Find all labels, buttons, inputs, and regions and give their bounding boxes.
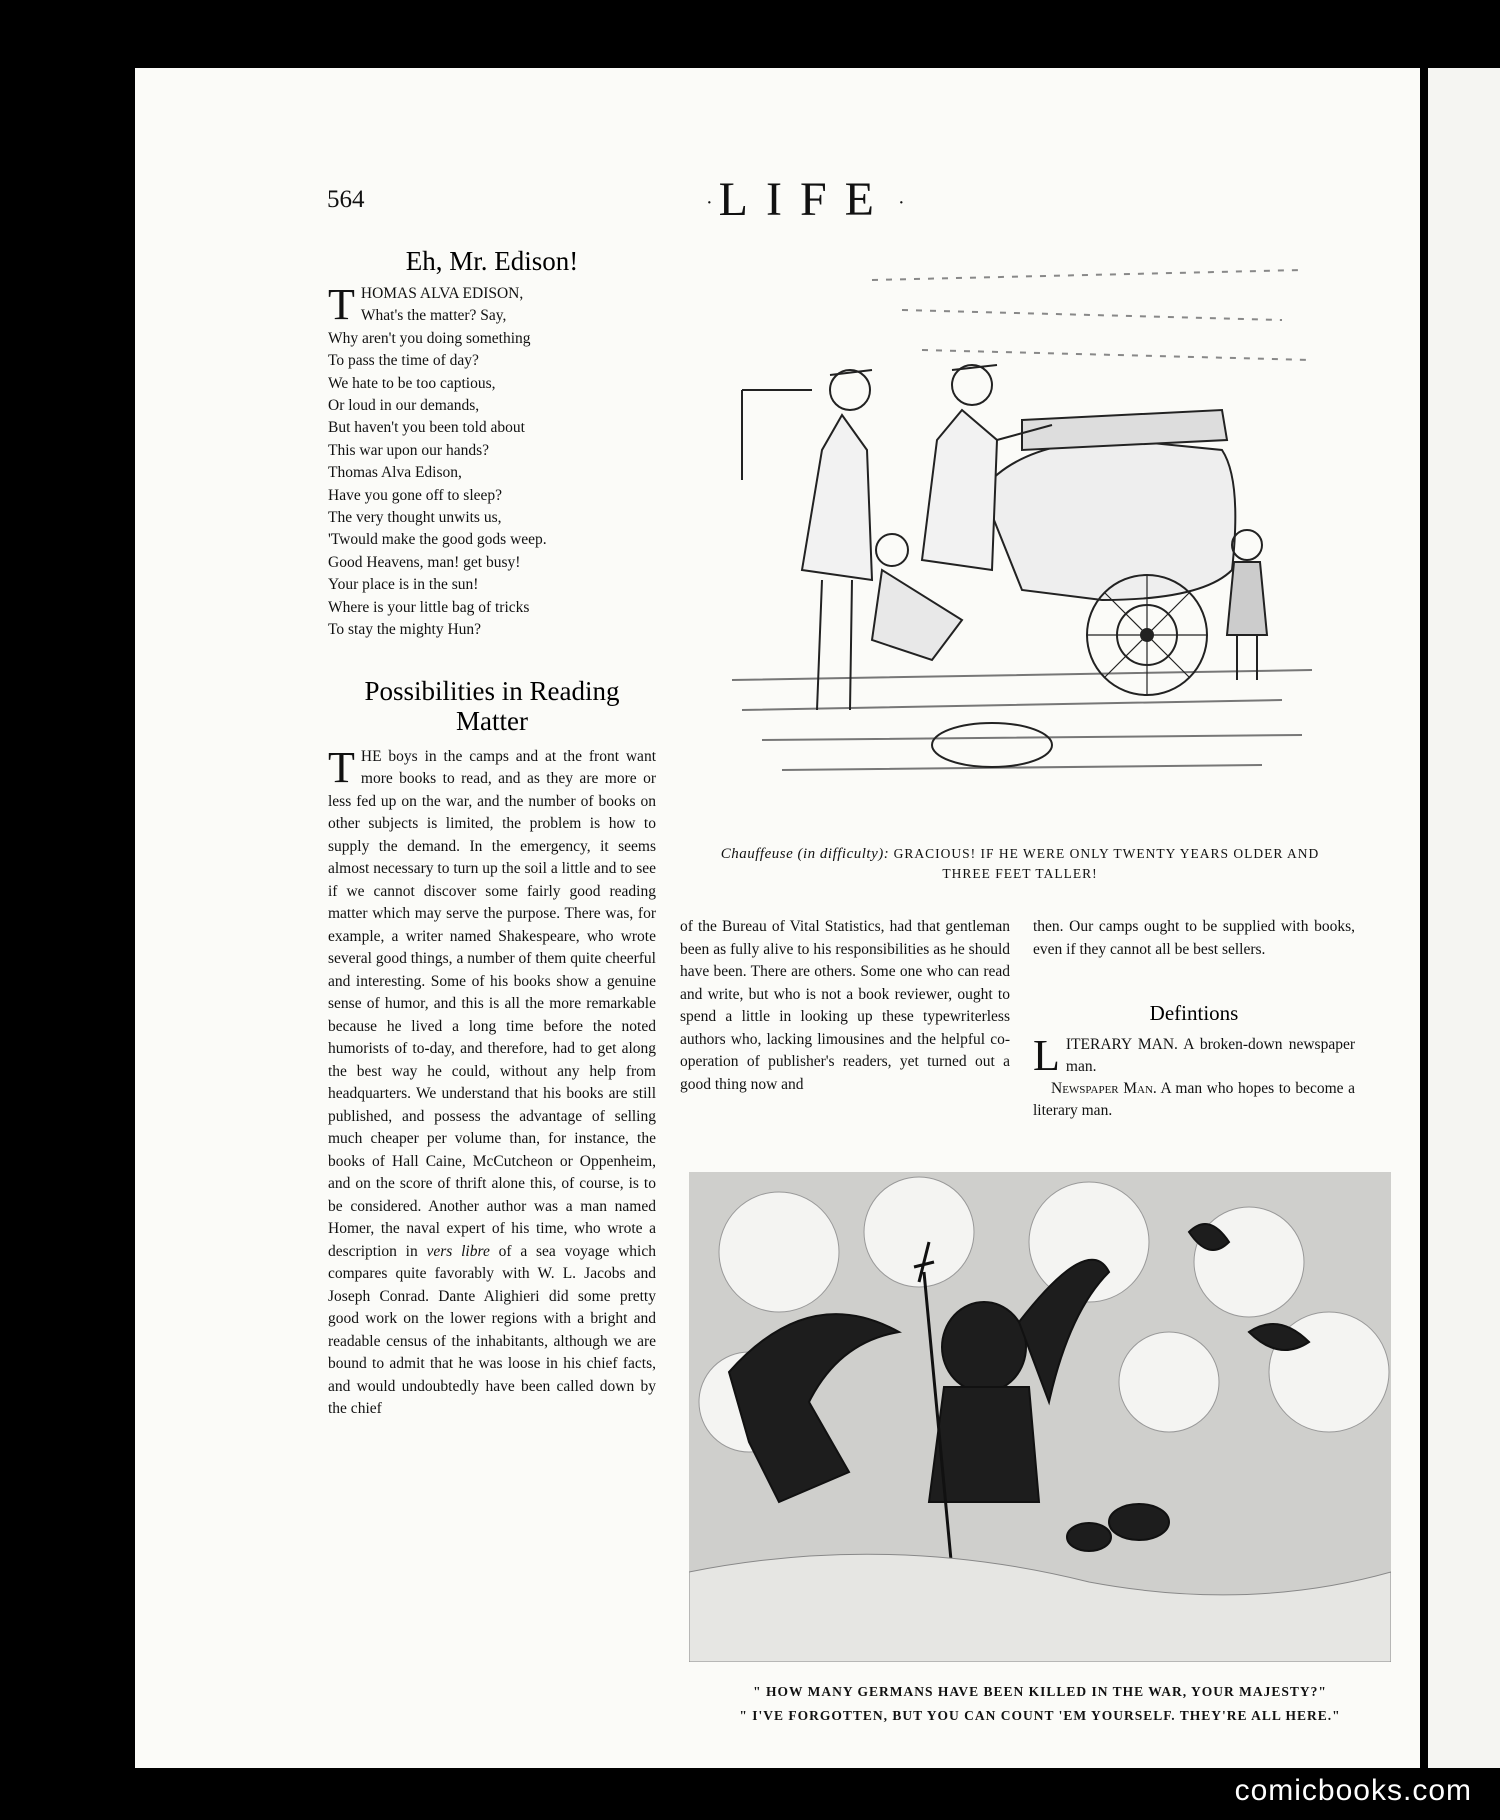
article-column-1 xyxy=(328,742,656,1421)
poem-line: Have you gone off to sleep? xyxy=(328,486,503,504)
definitions-title: Defintions xyxy=(1149,1001,1239,1025)
poem-line: What's the matter? Say, xyxy=(360,307,507,325)
poem-line: Your place is in the sun! xyxy=(328,576,479,594)
poem-line: This war upon our hands? xyxy=(328,441,489,459)
masthead-title: LIFE xyxy=(718,173,892,226)
chauffeuse-illustration xyxy=(722,240,1322,820)
article-italic-term: vers libre xyxy=(426,1242,490,1260)
left-column xyxy=(328,246,656,1421)
illustration2-caption xyxy=(689,1680,1391,1728)
definitions-dropcap: L xyxy=(1033,1031,1060,1080)
middle-column xyxy=(680,916,1010,1096)
poem-line: Good Heavens, man! get busy! xyxy=(328,553,521,571)
caption-line-1: " HOW MANY GERMANS HAVE BEEN KILLED IN THE WAR, YOUR MAJESTY?" xyxy=(753,1684,1327,1699)
illustration1-caption xyxy=(700,844,1340,884)
poem-dropcap: T xyxy=(328,280,355,329)
article-dropcap: T xyxy=(328,742,355,792)
definition-2-text: A man who hopes to become a literary man. xyxy=(1033,1080,1355,1119)
article-column-2: of the Bureau of Vital Statistics, had that gentleman been as fully alive to his responsibilities as he should have been. There are others. Some one who can read and write, but who is not a book reviewer, ought to spend a little in looking up these typewriterless authors who, lacking limousines and the helpful co-operation of publisher's readers, yet turned out a good thing now and xyxy=(680,918,1010,1093)
poem-line: To pass the time of day? xyxy=(328,352,479,370)
definition-1-text: ITERARY MAN. A broken-down newspaper man. xyxy=(1065,1036,1355,1075)
poem-line: But haven't you been told about xyxy=(328,419,525,437)
article-title: Possibilities in Reading Matter xyxy=(364,675,620,736)
watermark: comicbooks.com xyxy=(1234,1774,1472,1807)
poem-line: We hate to be too captious, xyxy=(328,374,496,392)
poem-line: To stay the mighty Hun? xyxy=(328,621,482,639)
right-column xyxy=(1033,916,1355,1122)
article-text: HE boys in the camps and at the front want more books to read, and as they are more or less fed up on the war, and the number of books on other subjects is limited, the problem is how to supply the demand. In the emergency, it seems almost necessary to turn up the soil a little and to see if we cannot discover some fairly good reading matter which may serve the purpose. There was, for example, a writer named Shakespeare, who wrote several good things, a number of them quite cheerful and interesting. Some of his books show a genuine sense of humor, and this is all the more remarkable because he lived a long time before the noted humorists of to-day, and therefore, had to get along the best way he could, without any help from headquarters. We understand that his books are still published, and possess the advantage of selling much cheaper per volume than, for instance, the books of Hall Caine, McCutcheon or Oppenheim, and on the score of thrift alone this, of course, is to be considered. Another author was a man named Homer, the naval expert of his time, who wrote a description in xyxy=(328,747,656,1260)
masthead: · LIFE · xyxy=(706,173,905,226)
caption-line-2: " I'VE FORGOTTEN, BUT YOU CAN COUNT 'EM YOURSELF. THEY'RE ALL HERE." xyxy=(739,1708,1341,1723)
poem-line: Thomas Alva Edison, xyxy=(328,464,462,482)
definition-2-term: Newspaper Man. xyxy=(1051,1080,1157,1097)
article-column-3: then. Our camps ought to be supplied with books, even if they cannot all be best sellers. xyxy=(1033,918,1355,958)
devil-illustration xyxy=(689,1172,1391,1662)
caption-speaker: Chauffeuse (in difficulty): xyxy=(720,846,890,862)
poem-line: 'Twould make the good gods weep. xyxy=(328,531,547,549)
poem-line: Where is your little bag of tricks xyxy=(328,598,530,616)
poem-line: Why aren't you doing something xyxy=(328,329,531,347)
definition-1 xyxy=(1033,1031,1355,1080)
poem-line: Or loud in our demands, xyxy=(328,397,480,415)
poem-title: Eh, Mr. Edison! xyxy=(405,246,579,276)
page-number: 564 xyxy=(327,186,365,213)
definition-2 xyxy=(1033,1078,1355,1122)
facing-page-edge xyxy=(1428,68,1500,1768)
poem-line: The very thought unwits us, xyxy=(328,509,502,527)
poem-line: HOMAS ALVA EDISON, xyxy=(360,285,524,302)
caption-text: GRACIOUS! IF HE WERE ONLY TWENTY YEARS OLDER AND THREE FEET TALLER! xyxy=(893,846,1320,881)
article-text: of a sea voyage which compares quite favorably with W. L. Jacobs and Joseph Conrad. Dante Alighieri did some pretty good work on the lower regions with a bright and readable census of the inhabitants, although we are bound to admit that he was loose in his chief facts, and would undoubtedly have been called down by the chief xyxy=(328,1242,656,1417)
poem xyxy=(328,280,656,642)
